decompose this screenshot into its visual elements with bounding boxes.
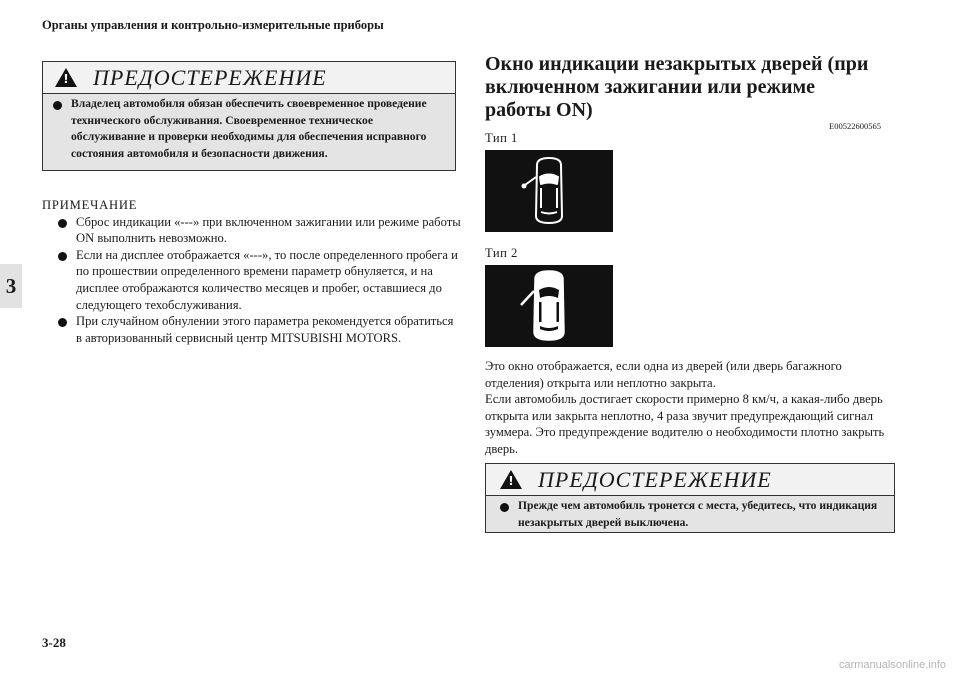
description-paragraph: Это окно отображается, если одна из дверей (или дверь багажного отделения) открыта или неплотно закрыта.	[485, 359, 842, 390]
bullet-icon	[58, 318, 67, 327]
watermark: carmanualsonline.info	[838, 659, 946, 671]
type2-display	[485, 265, 613, 347]
type1-display	[485, 150, 613, 232]
section-code: E00522600565	[829, 121, 881, 131]
bullet-icon	[53, 101, 62, 110]
car-door-open-icon	[485, 265, 613, 347]
note-item: При случайном обнулении этого параметра рекомендуется обратиться в авторизованный сервисный центр MITSUBISHI MOTORS.	[58, 313, 462, 346]
chapter-tab: 3	[0, 264, 22, 308]
description	[485, 358, 895, 458]
type1-label: Тип 1	[485, 131, 518, 145]
page-header: Органы управления и контрольно-измерительные приборы	[42, 18, 384, 32]
car-door-open-icon	[485, 150, 613, 232]
warning-triangle-icon: !	[55, 68, 77, 87]
bullet-icon	[58, 219, 67, 228]
warning-heading: ПРЕДОСТЕРЕЖЕНИЕ	[93, 64, 327, 90]
warning-box-maintenance	[42, 61, 456, 171]
warning-box-doors	[485, 463, 895, 533]
bullet-icon	[58, 252, 67, 261]
section-title: Окно индикации незакрытых дверей (при включенном зажигании или режиме работы ON)	[485, 53, 869, 121]
page-number: 3-28	[42, 635, 66, 650]
warning-body	[486, 496, 894, 535]
warning-title-bar	[486, 464, 894, 496]
note-item: Сброс индикации «---» при включенном зажигании или режиме работы ON выполнить невозможно.	[58, 214, 462, 247]
description-paragraph: Если автомобиль достигает скорости примерно 8 км/ч, а какая-либо дверь открыта или закрыта неплотно, 4 раза звучит предупреждающий сигнал зуммера. Это предупреждение водителю о необходимости плотно закрыть дверь.	[485, 392, 885, 456]
warning-heading: ПРЕДОСТЕРЕЖЕНИЕ	[538, 466, 772, 492]
warning-item: Прежде чем автомобиль тронется с места, убедитесь, что индикация незакрытых дверей выключена.	[500, 498, 884, 531]
type2-label: Тип 2	[485, 246, 518, 260]
note-label: ПРИМЕЧАНИЕ	[42, 198, 138, 212]
bullet-icon	[500, 503, 509, 512]
warning-body	[43, 94, 455, 166]
warning-item: Владелец автомобиля обязан обеспечить своевременное проведение технического обслуживания. Своевременное техническое обслуживание и проверки необходимы для обеспечения исправного состояния автомобиля и безопасности движения.	[53, 96, 445, 162]
warning-triangle-icon: !	[500, 470, 522, 489]
warning-title-bar	[43, 62, 455, 94]
note-item: Если на дисплее отображается «---», то после определенного пробега и по прошествии определенного времени параметр обнуляется, и на дисплее отображаются количество месяцев и пробег, оставшиеся до следующего техобслуживания.	[58, 247, 462, 313]
note-section	[42, 197, 462, 346]
